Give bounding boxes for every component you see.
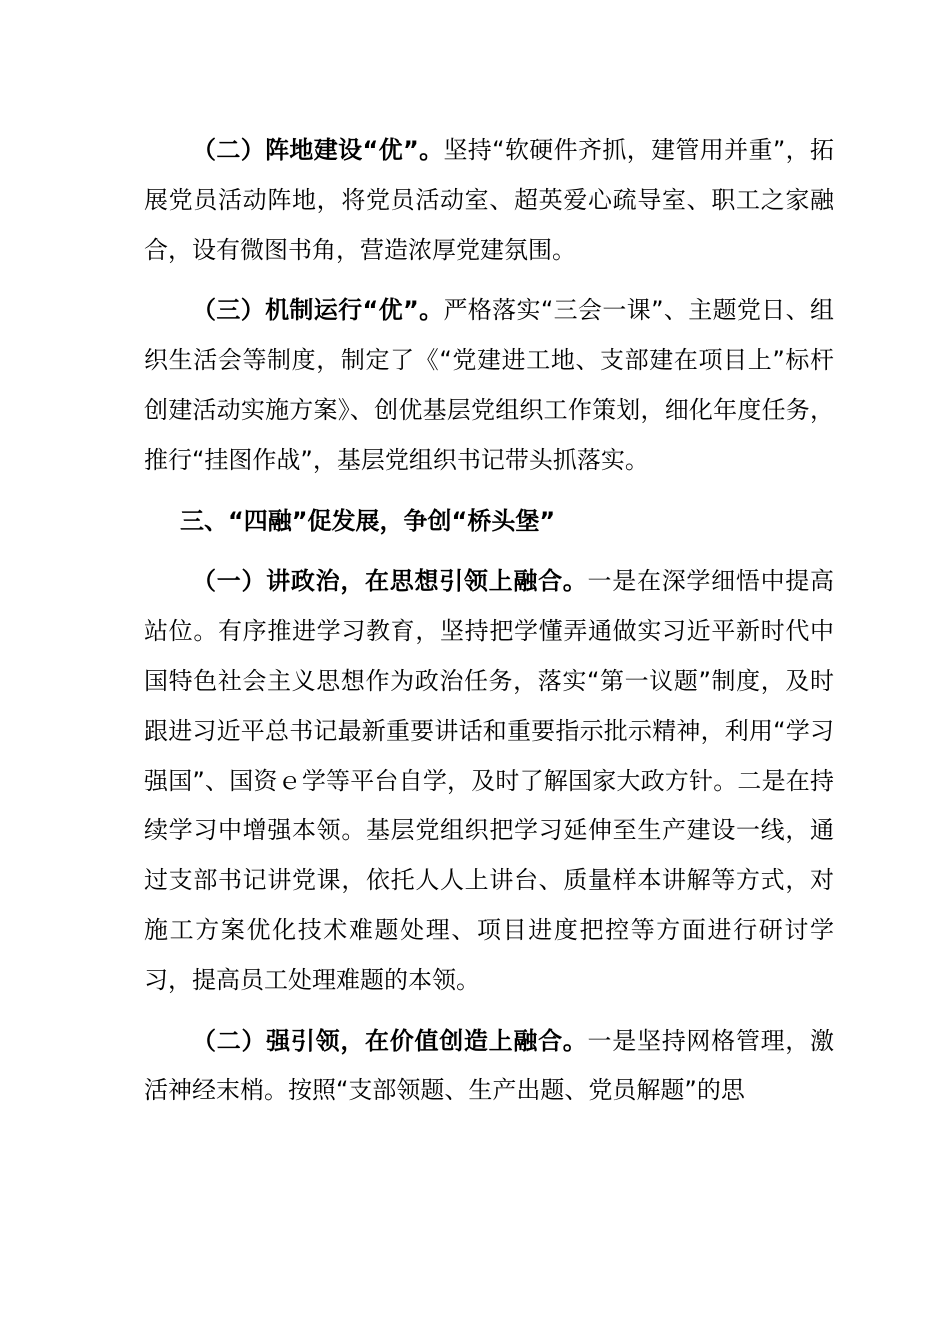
paragraph-body: 一是在深学细悟中提高站位。有序推进学习教育，坚持把学懂弄通做实习近平新时代中国特色社会主义思想作为政治任务，落实“第一议题”制度，及时跟进习近平总书记最新重要讲话和重要指示批示精神，利用“学习强国”、国资ｅ学等平台自学，及时了解国家大政方针。二是在持续学习中增强本领。基层党组织把学习延伸至生产建设一线，通过支部书记讲党课，依托人人上讲台、质量样本讲解等方式，对施工方案优化技术难题处理、项目进度把控等方面进行研讨学习，提高员工处理难题的本领。 bbox=[144, 567, 835, 994]
paragraph-position-building bbox=[144, 126, 834, 275]
paragraph-body: 一是坚持网格管理，激活神经末梢。按照“支部领题、生产出题、党员解题”的思 bbox=[144, 1026, 835, 1105]
section-heading: 三、“四融”促发展，争创“桥头堡” bbox=[180, 506, 556, 535]
paragraph-mechanism bbox=[144, 286, 834, 485]
paragraph-lead: （三）机制运行“优”。 bbox=[192, 296, 444, 325]
paragraph-lead: （二）阵地建设“优”。 bbox=[192, 136, 444, 164]
document-page bbox=[144, 126, 834, 1116]
paragraph-body: 坚持“软硬件齐抓，建管用并重”，拓展党员活动阵地，将党员活动室、超英爱心疏导室、职工之家融合，设有微图书角，营造浓厚党建氛围。 bbox=[144, 136, 834, 264]
paragraph-politics bbox=[144, 557, 834, 1005]
paragraph-lead: （二）强引领，在价值创造上融合。 bbox=[192, 1026, 588, 1055]
paragraph-body: 严格落实“三会一课”、主题党日、组织生活会等制度，制定了《“党建进工地、支部建在项目上”标杆创建活动实施方案》、创优基层党组织工作策划，细化年度任务，推行“挂图作战”，基层党组织书记带头抓落实。 bbox=[144, 296, 834, 474]
paragraph-leadership bbox=[144, 1017, 834, 1117]
paragraph-lead: （一）讲政治，在思想引领上融合。 bbox=[192, 567, 588, 596]
